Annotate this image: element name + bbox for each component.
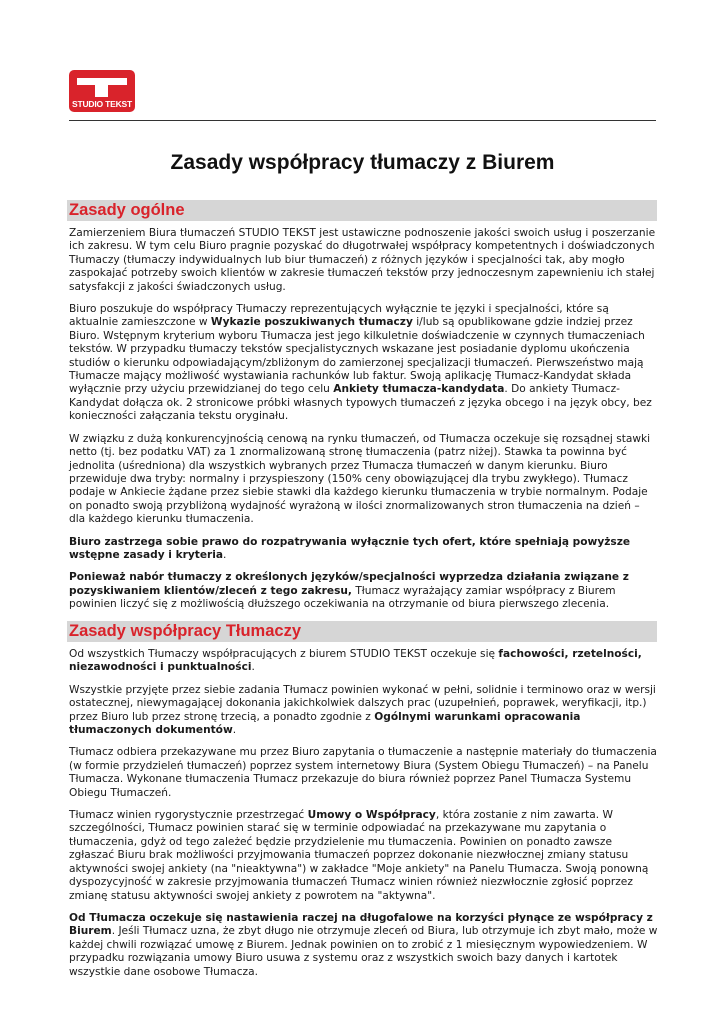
paragraph: Zamierzeniem Biura tłumaczeń STUDIO TEKST jest ustawiczne podnoszenie jakości swoich usług i poszerzanie ich zakresu. W tym celu Biuro pragnie pozyskać do długotrwałej współpracy kompetentnych i doświadczonych Tłumaczy (tłumaczy indywidualnych lub biur tłumaczeń) z różnych języków i specjalności tak, aby mogło zaspokajać potrzeby swoich klientów w zakresie tłumaczeń tekstów przy jednoczesnym zapewnieniu ich stałej satysfakcji z jakości świadczonych usług. [69,227,656,293]
paragraph: Wszystkie przyjęte przez siebie zadania Tłumacz powinien wykonać w pełni, solidnie i terminowo oraz w wersji ostatecznej, niewymagającej dokonania jakichkolwiek dalszych prac (uzupełnień, poprawek, weryfikacji, itp.) przez Biuro lub przez stronę trzecią, a ponadto zgodnie z Ogólnymi warunkami opracowania tłumaczonych dokumentów. [69,683,656,737]
paragraph: Ponieważ nabór tłumaczy z określonych języków/specjalności wyprzedza działania związane z pozyskiwaniem klientów/zleceń z tego zakresu, Tłumacz wyrażający zamiar współpracy z Biurem powinien liczyć się z możliwością dłuższego oczekiwania na otrzymanie od biura pierwszego zlecenia. [69,571,629,611]
section-cooperation-body [69,648,659,988]
link-cooperation-agreement: Umowy o Współpracy [307,809,436,822]
section-general-body [69,227,659,621]
header-divider [69,120,656,121]
paragraph: Biuro zastrzega sobie prawo do rozpatrywania wyłącznie tych ofert, które spełniają powyższe wstępne zasady i kryteria. [69,535,631,561]
logo-bar-horizontal [77,78,127,85]
paragraph: Tłumacz odbiera przekazywane mu przez Biuro zapytania o tłumaczenie a następnie materiały do tłumaczenia (w formie przydzieleń tłumaczeń) poprzez system internetowy Biura (System Obiegu Tłumaczeń) – na Panelu Tłumacza. Wykonane tłumaczenia Tłumacz przekazuje do biura również poprzez Panel Tłumacza Systemu Obiegu Tłumaczeń. [69,746,657,799]
section-heading-cooperation-text: Zasady współpracy Tłumaczy [69,622,302,640]
paragraph: Od Tłumacza oczekuje się nastawienia raczej na długofalowe na korzyści płynące ze współpracy z Biurem. Jeśli Tłumacz uzna, że zbyt długo nie otrzymuje zleceń od Biura, lub otrzymuje ich zbyt mało, może w każdej chwili rozwiązać umowę z Biurem. Jednak powinien on to zrobić z 1 miesięcznym wypowiedzeniem. W przypadku rozwiązania umowy Biuro usuwa z systemu oraz z wszystkich swoich bazy danych i kartotek wszystkie dane osobowe Tłumacza. [69,911,658,978]
section-heading-general [67,200,657,221]
logo-bar-vertical [95,85,108,97]
paragraph: Od wszystkich Tłumaczy współpracujących z biurem STUDIO TEKST oczekuje się fachowości, rzetelności, niezawodności i punktualności. [69,648,642,674]
link-wanted-translators: Wykazie poszukiwanych tłumaczy [210,316,413,329]
section-heading-general-text: Zasady ogólne [69,201,185,219]
paragraph: Biuro poszukuje do współpracy Tłumaczy reprezentujących wyłącznie te języki i specjalności, które są aktualnie zamieszczone w Wykazie poszukiwanych tłumaczy i/lub są opublikowane gdzie indziej przez Biuro. Wstępnym kryterium wyboru Tłumacza jest jego kilkuletnie doświadczenie w czynnych tłumaczeniach tekstów. W przypadku tłumaczy tekstów specjalistycznych wskazane jest posiadanie dyplomu ukończenia studiów o kierunku odpowiadającym/zbliżonym do zamierzonej specjalizacji tłumaczeń. Pierwszeństwo mają Tłumacze mający możliwość wystawiania rachunków lub faktur. Swoją aplikację Tłumacz-Kandydat składa wyłącznie przy użyciu przewidzianej do tego celu Ankiety tłumacza-kandydata. Do ankiety Tłumacz-Kandydat dołącza ok. 2 stronicowe próbki własnych typowych tłumaczeń z języka obcego i na język obcy, bez konieczności załączania tekstu oryginału. [69,303,652,423]
link-general-conditions: Ogólnymi warunkami opracowania tłumaczonych dokumentów [69,710,581,737]
studio-tekst-logo [69,70,135,112]
section-heading-cooperation [67,621,657,642]
paragraph: Tłumacz winien rygorystycznie przestrzegać Umowy o Współpracy, która zostanie z nim zawarta. W szczególności, Tłumacz powinien starać się w terminie odpowiadać na przekazywane mu zapytania o tłumaczenia, gdyż od tego zależeć będzie przydzielenie mu tłumaczenia. Powinien on ponadto zawsze zgłaszać Biuru brak możliwości przyjmowania tłumaczeń poprzez dokonanie niezwłocznej zmiany statusu aktywności swojej ankiety (na "nieaktywna") w zakładce "Moje ankiety" na Panelu Tłumacza. Swoją ponowną dyspozycyjność w zakresie przyjmowania tłumaczeń Tłumacz winien również niezwłocznie zgłosić poprzez zmianę statusu aktywności swojej ankiety z powrotem na "aktywna". [69,809,649,902]
page-title: Zasady współpracy tłumaczy z Biurem [170,151,555,174]
logo-text: STUDIO TEKST [72,99,132,109]
paragraph: W związku z dużą konkurencyjnością cenową na rynku tłumaczeń, od Tłumacza oczekuje się rozsądnej stawki netto (tj. bez podatku VAT) za 1 znormalizowaną stronę tłumaczenia (patrz niżej). Stawka ta powinna być jednolita (uśredniona) dla wszystkich wybranych przez Tłumacza tłumaczeń w danym kierunku. Biuro przewiduje dwa tryby: normalny i przyspieszony (150% ceny obowiązującej dla trybu zwykłego). Tłumacz podaje w Ankiecie żądane przez siebie stawki dla każdego kierunku tłumaczenia w trybie normalnym. Podaje on ponadto swoją przybliżoną wydajność wyrażoną w ilości znormalizowanych stron tłumaczenia na dzień – dla każdego kierunku tłumaczenia. [69,432,651,526]
link-candidate-form: Ankiety tłumacza-kandydata [333,383,505,396]
